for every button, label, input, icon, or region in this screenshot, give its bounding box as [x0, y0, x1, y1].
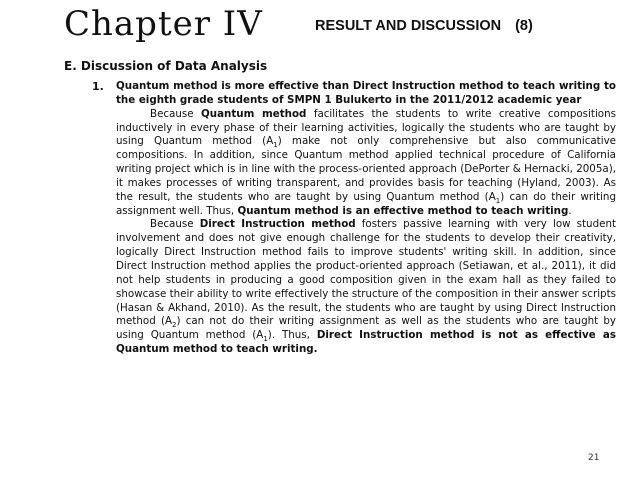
p2-subscript-2: 1: [263, 335, 268, 344]
list-item-title: Quantum method is more effective than Direct Instruction method to teach writing to the eighth grade students of SMPN 1 Bulukerto in the 2011/2012 academic year: [116, 80, 616, 106]
discussion-subheading: E. Discussion of Data Analysis: [64, 59, 268, 73]
p2-text-3: ) can not do their writing assignment as well as the students who are taught by using Quantum method (A: [116, 315, 616, 342]
p2-bold-2: Direct Instruction method is not as effective as Quantum method to teach writing.: [116, 329, 616, 356]
page-number: 21: [588, 453, 600, 463]
section-number: (8): [515, 18, 533, 34]
p2-text-4: ). Thus,: [267, 329, 317, 342]
section-title: [315, 18, 533, 34]
p1-text-3: ) make not only comprehensive but also communicative compositions. In addition, since Quantum method applied technical procedure of California writing project which is in line with the process-oriented approach (DePorter & Hernacki, 2005a), it makes processes of writing transparent, and provides basis for teaching (Hyland, 2003). As the result, the students who are taught by using Quantum method (A: [116, 135, 616, 203]
p1-bold-1: Quantum method: [200, 107, 307, 120]
p1-subscript-2: 1: [495, 196, 501, 205]
chapter-heading: Chapter IV: [64, 4, 263, 44]
p1-subscript-1: 1: [273, 141, 278, 150]
p1-text-4: ) can do their writing assignment well. Thus,: [116, 190, 616, 217]
p1-text-2: facilitates the students to write creative compositions inductively in every phase of their learning activities, logically the students who are taught by using Quantum method (A: [116, 107, 616, 148]
p1-text-5: .: [568, 204, 572, 217]
section-title-text: RESULT AND DISCUSSION: [315, 18, 502, 34]
p1-text-1: Because: [150, 107, 201, 120]
p2-text-1: Because: [150, 218, 200, 231]
p2-subscript-1: 2: [172, 321, 177, 330]
p2-bold-1: Direct Instruction method: [199, 218, 356, 231]
p2-text-2: fosters passive learning with very low student involvement and does not give enough challenge for the students to develop their creativity, logically Direct Instruction method fails to improve students' writing skill. In addition, since Direct Instruction method applies the product-oriented approach (Setiawan, et al., 2011), it did not help students in producing a good composition given in the exam hall as they failed to showcase their ability to write effectively the structure of the composition in their answer scripts (Hasan & Akhand, 2010). As the result, the students who are taught by using Direct Instruction method (A: [116, 218, 617, 328]
p1-bold-2: Quantum method is an effective method to teach writing: [237, 204, 569, 217]
paragraph-quantum: [116, 108, 616, 219]
paragraph-direct-instruction: [116, 218, 616, 356]
body-text: [116, 80, 616, 357]
list-item-number: 1.: [92, 80, 104, 93]
